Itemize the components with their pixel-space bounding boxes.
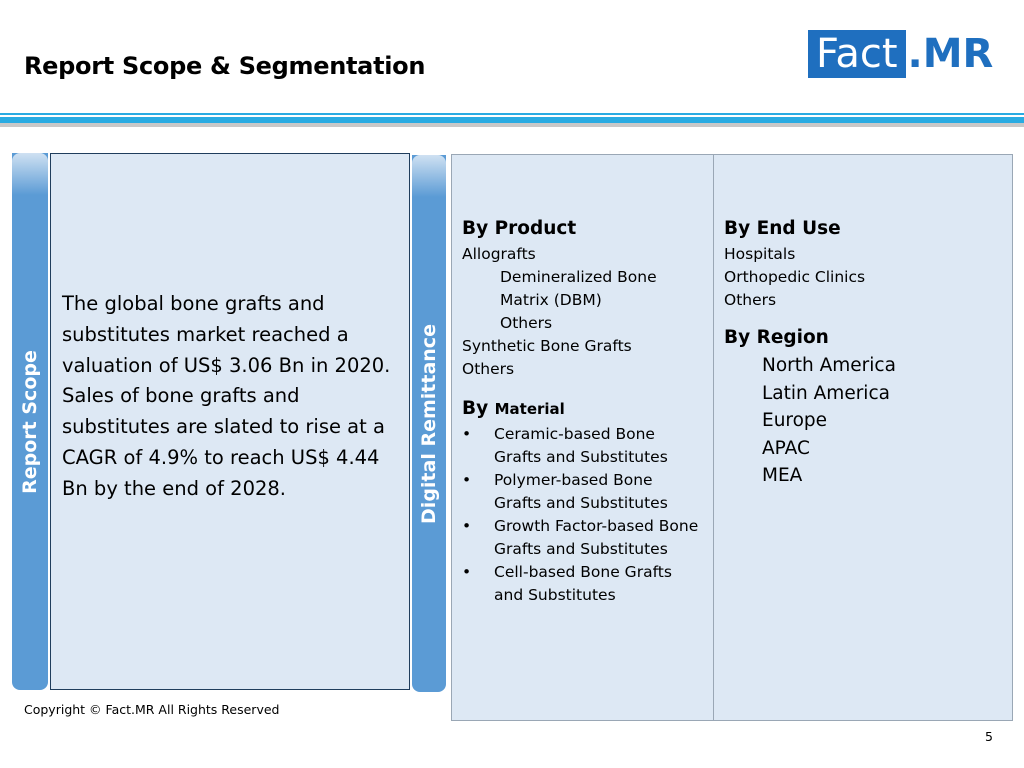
- end-use-item: Others: [724, 291, 777, 309]
- material-item-line: Grafts and Substitutes: [494, 494, 668, 512]
- digital-remittance-tab-gradient: [412, 155, 446, 197]
- report-scope-tab-label: Report Scope: [19, 349, 41, 494]
- product-item: Others: [462, 360, 515, 378]
- material-item-line: Ceramic-based Bone: [494, 425, 655, 443]
- segmentation-left-column: [462, 215, 712, 607]
- header-rule-shadow: [0, 123, 1024, 127]
- by-material-heading-material: Material: [494, 400, 565, 418]
- product-item: Synthetic Bone Grafts: [462, 337, 632, 355]
- header-rule-thin: [0, 113, 1024, 115]
- region-item: North America: [762, 355, 896, 376]
- product-item: Matrix (DBM): [500, 291, 602, 309]
- logo-mr-text: .MR: [907, 31, 994, 77]
- product-item: Others: [500, 314, 553, 332]
- bullet-icon: •: [462, 517, 472, 535]
- logo-fact-text: Fact: [808, 30, 906, 78]
- by-material-heading: [462, 395, 712, 423]
- bullet-icon: •: [462, 425, 472, 443]
- region-item: APAC: [762, 437, 810, 459]
- page-title: Report Scope & Segmentation: [24, 52, 426, 80]
- material-item: [462, 561, 712, 607]
- report-scope-tab: [12, 153, 48, 690]
- report-scope-text: The global bone grafts and substitutes market reached a valuation of US$ 3.06 Bn in 2020. Sales of bone grafts and substitutes are slated to rise at a CAGR of 4.9% to reach US$ 4.44 Bn by the end of 2028.: [62, 292, 391, 500]
- product-item: Allografts: [462, 245, 536, 263]
- end-use-item: Orthopedic Clinics: [724, 268, 866, 286]
- region-item: Europe: [762, 410, 828, 431]
- material-item-line: Growth Factor-based Bone: [494, 517, 699, 535]
- region-item: Latin America: [762, 382, 890, 404]
- material-item-line: Cell-based Bone Grafts: [494, 563, 672, 581]
- end-use-item: Hospitals: [724, 245, 796, 263]
- product-item: Demineralized Bone: [500, 268, 657, 286]
- factmr-logo: [808, 30, 993, 78]
- report-scope-tab-gradient: [12, 153, 48, 195]
- by-product-heading: By Product: [462, 218, 577, 239]
- material-item-line: and Substitutes: [494, 586, 616, 604]
- bullet-icon: •: [462, 471, 472, 489]
- material-item: [462, 515, 712, 561]
- material-item-line: Grafts and Substitutes: [494, 540, 668, 558]
- copyright-text: Copyright © Fact.MR All Rights Reserved: [24, 702, 280, 717]
- digital-remittance-tab: [412, 155, 446, 692]
- by-end-use-heading: By End Use: [724, 218, 841, 239]
- material-item: [462, 423, 712, 469]
- segmentation-right-column: [724, 215, 1009, 490]
- segmentation-column-divider: [713, 154, 714, 721]
- page-number: 5: [985, 729, 993, 744]
- material-item-line: Grafts and Substitutes: [494, 448, 668, 466]
- by-material-heading-by: By: [462, 398, 489, 419]
- material-item: [462, 469, 712, 515]
- material-item-line: Polymer-based Bone: [494, 471, 653, 489]
- digital-remittance-tab-label: Digital Remittance: [418, 323, 440, 524]
- region-item: MEA: [762, 465, 803, 486]
- by-region-heading: By Region: [724, 327, 829, 348]
- bullet-icon: •: [462, 563, 472, 581]
